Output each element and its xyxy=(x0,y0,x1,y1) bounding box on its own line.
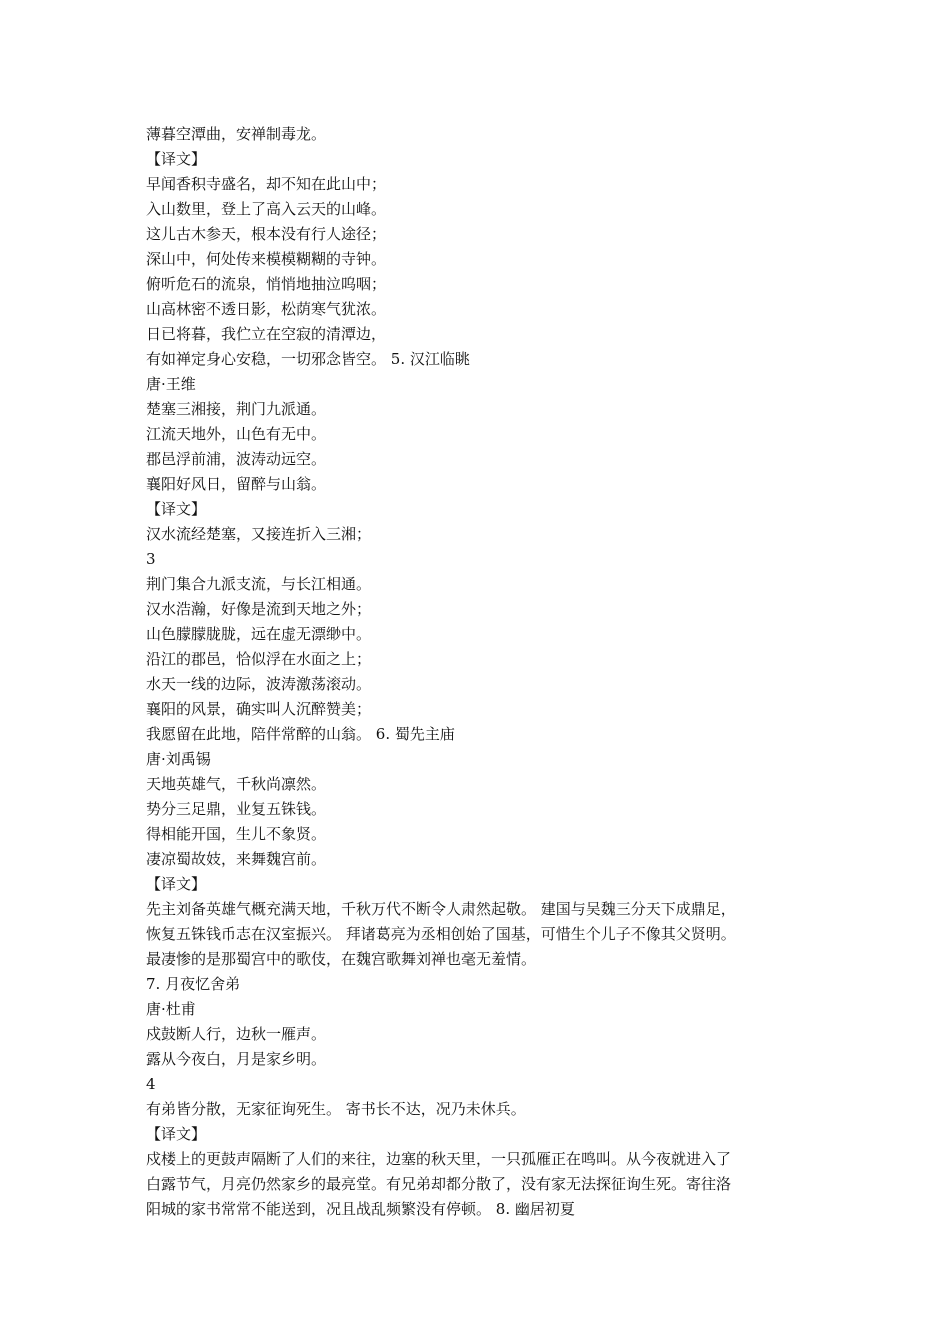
poem-lines xyxy=(146,122,814,897)
text-line: 山色朦朦胧胧，远在虚无漂缈中。 xyxy=(146,625,372,643)
text-line: 天地英雄气，千秋尚凛然。 xyxy=(146,775,327,793)
text-line: 【译文】 xyxy=(146,150,207,168)
text-line: 襄阳的风景，确实叫人沉醉赞美； xyxy=(146,700,372,718)
poem-lines-yueye xyxy=(146,972,814,1147)
text-line: 【译文】 xyxy=(146,1125,207,1143)
document-page xyxy=(146,122,814,1222)
text-line: 7. 月夜忆舍弟 xyxy=(146,975,241,993)
text-line: 楚塞三湘接，荆门九派通。 xyxy=(146,400,327,418)
text-line: 露从今夜白，月是家乡明。 xyxy=(146,1050,327,1068)
translation-paragraph-yueye xyxy=(146,1147,814,1222)
text-line: 江流天地外，山色有无中。 xyxy=(146,425,327,443)
text-line: 早闻香积寺盛名，却不知在此山中； xyxy=(146,175,387,193)
text-line: 【译文】 xyxy=(146,500,207,518)
paragraph-line: 戍楼上的更鼓声隔断了人们的来往，边塞的秋天里，一只孤雁正在鸣叫。从今夜就进入了 xyxy=(146,1150,732,1168)
text-line: 郡邑浮前浦，波涛动远空。 xyxy=(146,450,327,468)
text-line: 4 xyxy=(146,1075,156,1093)
text-line: 荆门集合九派支流，与长江相通。 xyxy=(146,575,372,593)
text-line: 有如禅定身心安稳，一切邪念皆空。 5. 汉江临眺 xyxy=(146,350,470,368)
text-line: 唐·王维 xyxy=(146,375,196,393)
text-line: 得相能开国，生儿不象贤。 xyxy=(146,825,327,843)
paragraph-line: 最凄惨的是那蜀宫中的歌伎，在魏宫歌舞刘禅也毫无羞情。 xyxy=(146,950,537,968)
text-line: 深山中，何处传来模模糊糊的寺钟。 xyxy=(146,250,387,268)
text-line: 唐·杜甫 xyxy=(146,1000,196,1018)
text-line: 凄凉蜀故妓，来舞魏宫前。 xyxy=(146,850,327,868)
text-line: 入山数里，登上了高入云天的山峰。 xyxy=(146,200,387,218)
text-line: 戍鼓断人行，边秋一雁声。 xyxy=(146,1025,327,1043)
text-line: 水天一线的边际，波涛激荡滚动。 xyxy=(146,675,372,693)
text-line: 有弟皆分散，无家征询死生。 寄书长不达，况乃未休兵。 xyxy=(146,1100,526,1118)
paragraph-line: 白露节气，月亮仍然家乡的最亮堂。有兄弟却都分散了，没有家无法探征询生死。寄往洛 xyxy=(146,1175,732,1193)
paragraph-line: 阳城的家书常常不能送到，况且战乱频繁没有停顿。 8. 幽居初夏 xyxy=(146,1200,575,1218)
text-line: 势分三足鼎，业复五铢钱。 xyxy=(146,800,327,818)
paragraph-line: 先主刘备英雄气概充满天地，千秋万代不断令人肃然起敬。 建国与吴魏三分天下成鼎足， xyxy=(146,900,736,918)
text-line: 我愿留在此地，陪伴常醉的山翁。 6. 蜀先主庙 xyxy=(146,725,455,743)
text-line: 汉水浩瀚，好像是流到天地之外； xyxy=(146,600,372,618)
text-line: 薄暮空潭曲，安禅制毒龙。 xyxy=(146,125,327,143)
text-line: 3 xyxy=(146,550,156,568)
text-line: 沿江的郡邑，恰似浮在水面之上； xyxy=(146,650,372,668)
text-line: 襄阳好风日，留醉与山翁。 xyxy=(146,475,327,493)
text-line: 汉水流经楚塞，又接连折入三湘； xyxy=(146,525,372,543)
translation-paragraph-shu xyxy=(146,897,814,972)
text-line: 【译文】 xyxy=(146,875,207,893)
text-line: 日已将暮，我伫立在空寂的清潭边， xyxy=(146,325,387,343)
text-line: 山高林密不透日影，松荫寒气犹浓。 xyxy=(146,300,387,318)
text-line: 俯听危石的流泉，悄悄地抽泣呜咽； xyxy=(146,275,387,293)
paragraph-line: 恢复五铢钱币志在汉室振兴。 拜诸葛亮为丞相创始了国基，可惜生个儿子不像其父贤明。 xyxy=(146,925,736,943)
text-line: 这儿古木参天，根本没有行人途径； xyxy=(146,225,387,243)
text-line: 唐·刘禹锡 xyxy=(146,750,211,768)
